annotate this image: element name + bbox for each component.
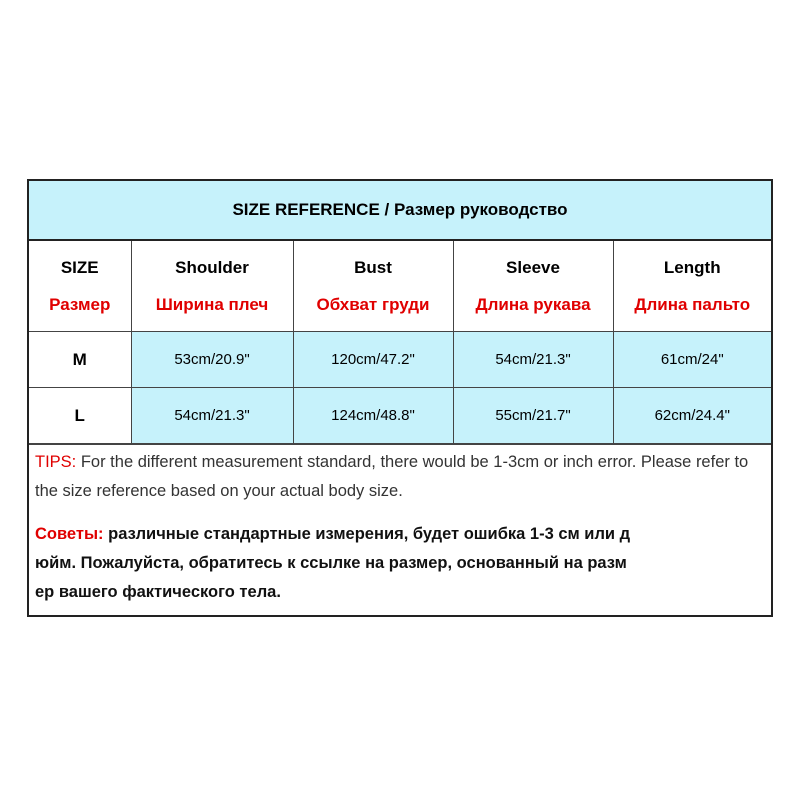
header-bust-ru: Обхват груди [293,295,453,332]
header-bust: Bust [293,241,453,295]
bust-value: 124cm/48.8" [293,388,453,444]
tips-text: For the different measurement standard, there would be 1-3cm or inch error. Please refer to the size reference based on your actual body size. [35,453,749,500]
ru-tips-label: Советы: [35,525,104,543]
header-row-english [29,241,771,295]
size-table [29,241,771,444]
ru-tips-line-3: ер вашего фактического тела. [35,583,281,601]
size-reference-title: SIZE REFERENCE / Размер руководство [29,181,771,241]
length-value: 62cm/24.4" [613,388,771,444]
size-label: L [29,388,131,444]
length-value: 61cm/24" [613,332,771,388]
shoulder-value: 53cm/20.9" [131,332,293,388]
table-row [29,388,771,444]
ru-tips-text-1: различные стандартные измерения, будет ошибка 1-3 см или д [103,525,631,543]
header-shoulder: Shoulder [131,241,293,295]
table-row [29,332,771,388]
size-reference-card [27,179,773,617]
ru-tips-line-1 [35,520,765,549]
sleeve-value: 55cm/21.7" [453,388,613,444]
header-length-ru: Длина пальто [613,295,771,332]
header-sleeve-ru: Длина рукава [453,295,613,332]
tips-english [29,444,771,506]
shoulder-value: 54cm/21.3" [131,388,293,444]
tips-label: TIPS: [35,453,77,471]
ru-tips-line-2: юйм. Пожалуйста, обратитесь к ссылке на размер, основанный на разм [35,554,627,572]
header-shoulder-ru: Ширина плеч [131,295,293,332]
header-length: Length [613,241,771,295]
size-label: M [29,332,131,388]
header-size: SIZE [29,241,131,295]
header-sleeve: Sleeve [453,241,613,295]
tips-russian [29,506,771,607]
sleeve-value: 54cm/21.3" [453,332,613,388]
bust-value: 120cm/47.2" [293,332,453,388]
header-size-ru: Размер [29,295,131,332]
header-row-russian [29,295,771,332]
